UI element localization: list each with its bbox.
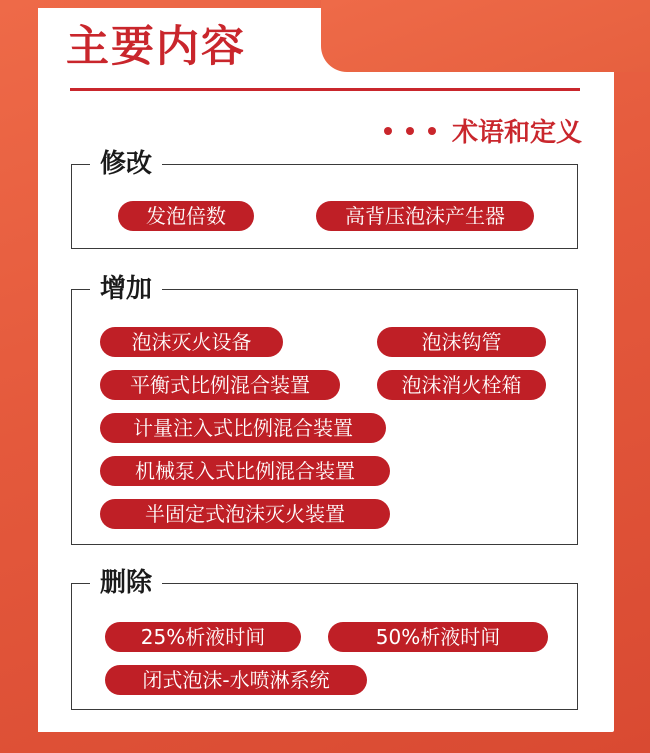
card-notch (321, 0, 650, 72)
tag-item: 闭式泡沫-水喷淋系统 (105, 665, 367, 695)
tag-item: 泡沫钩管 (377, 327, 546, 357)
section-subtitle (384, 112, 582, 149)
title-underline (70, 88, 580, 91)
tag-item: 机械泵入式比例混合装置 (100, 456, 390, 486)
section-delete (71, 568, 578, 710)
tag-item: 半固定式泡沫灭火装置 (100, 499, 390, 529)
tag-item: 发泡倍数 (118, 201, 254, 231)
section-heading: 修改 (90, 148, 162, 180)
tag-item: 25%析液时间 (105, 622, 301, 652)
page-title: 主要内容 (66, 22, 246, 72)
tag-item: 高背压泡沫产生器 (316, 201, 534, 231)
subtitle-text: 术语和定义 (451, 118, 582, 148)
tag-item: 平衡式比例混合装置 (100, 370, 340, 400)
section-modify (71, 149, 578, 249)
tag-item: 泡沫消火栓箱 (377, 370, 546, 400)
tag-item: 计量注入式比例混合装置 (100, 413, 386, 443)
tag-item: 泡沫灭火设备 (100, 327, 283, 357)
dots-icon (384, 127, 436, 135)
section-add (71, 274, 578, 545)
section-heading: 删除 (90, 567, 162, 599)
tag-item: 50%析液时间 (328, 622, 548, 652)
section-heading: 增加 (90, 273, 162, 305)
